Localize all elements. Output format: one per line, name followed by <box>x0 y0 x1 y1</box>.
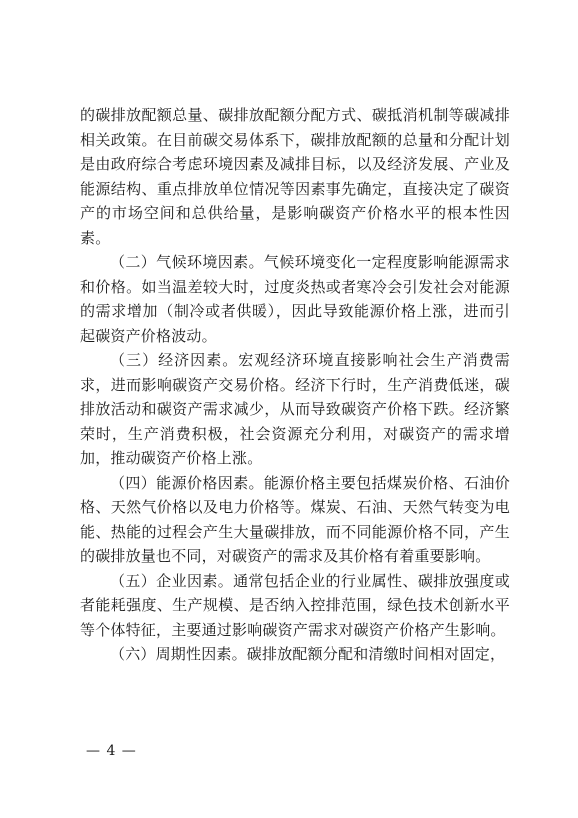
paragraph-cyclical-factor: （六）周期性因素。碳排放配额分配和清缴时间相对固定， <box>110 645 506 663</box>
body-text <box>80 103 510 667</box>
page-number: — 4 — <box>86 743 137 759</box>
paragraph-climate-factor: （二）气候环境因素。气候环境变化一定程度影响能源需求和价格。如当温差较大时，过度炎热或者寒冷会引发社会对能源的需求增加（制冷或者供暖），因此导致能源价格上涨，进而引起碳资产价格波动。 <box>80 253 510 345</box>
paragraph-economic-factor: （三）经济因素。宏观经济环境直接影响社会生产消费需求，进而影响碳资产交易价格。经济下行时，生产消费低迷，碳排放活动和碳资产需求减少，从而导致碳资产价格下跌。经济繁荣时，生产消费积极，社会资源充分利用，对碳资产的需求增加，推动碳资产价格上涨。 <box>80 351 510 467</box>
paragraph-enterprise-factor: （五）企业因素。通常包括企业的行业属性、碳排放强度或者能耗强度、生产规模、是否纳入控排范围，绿色技术创新水平等个体特征，主要通过影响碳资产需求对碳资产价格产生影响。 <box>80 571 510 639</box>
paragraph-continuation: 的碳排放配额总量、碳排放配额分配方式、碳抵消机制等碳减排相关政策。在目前碳交易体系下，碳排放配额的总量和分配计划是由政府综合考虑环境因素及减排目标，以及经济发展、产业及能源结构、重点排放单位情况等因素事先确定，直接决定了碳资产的市场空间和总供给量，是影响碳资产价格水平的根本性因素。 <box>80 106 510 247</box>
paragraph-energy-price-factor: （四）能源价格因素。能源价格主要包括煤炭价格、石油价格、天然气价格以及电力价格等。煤炭、石油、天然气转变为电能、热能的过程会产生大量碳排放，而不同能源价格不同，产生的碳排放量也不同，对碳资产的需求及其价格有着重要影响。 <box>80 473 510 565</box>
